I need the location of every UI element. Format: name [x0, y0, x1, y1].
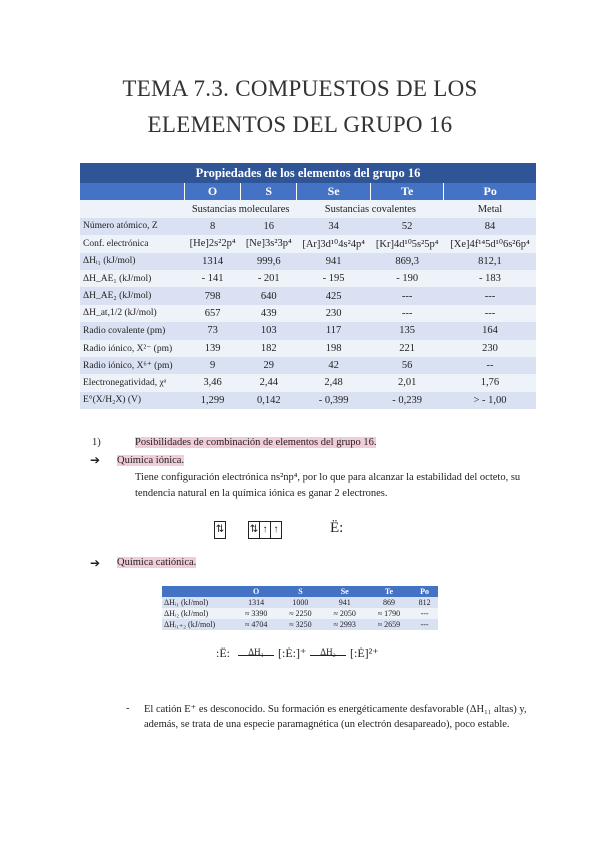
- row-label: ΔH_AE₁ (kJ/mol): [80, 270, 185, 287]
- table-cell: 42: [297, 357, 371, 374]
- table-cell: 812: [411, 597, 438, 608]
- bullet-line: además, se trata de una especie paramagnética (un electrón desapareado), poco estable.: [144, 719, 510, 730]
- section-heading: Posibilidades de combinación de elementos del grupo 16.: [135, 437, 377, 448]
- table-cell: 9: [185, 357, 241, 374]
- species-cation: [:Ė:]⁺: [278, 646, 307, 660]
- row-label: ΔHᵢ₁₊₂ (kJ/mol): [162, 619, 234, 630]
- table-caption: Propiedades de los elementos del grupo 16: [80, 163, 536, 183]
- table-cell: [He]2s²2p⁴: [185, 235, 241, 252]
- row-label: ΔHᵢ₂ (kJ/mol): [162, 608, 234, 619]
- species-dication: [:Ė]²⁺: [350, 646, 379, 660]
- table-row: [162, 608, 438, 619]
- table-row: [162, 597, 438, 608]
- section-number: 1): [92, 437, 101, 448]
- bullet-dash: -: [126, 703, 130, 714]
- table-cell: 2,44: [241, 374, 297, 391]
- table-row: [80, 287, 536, 304]
- lewis-structure: Ë:: [330, 520, 344, 536]
- table-header-element: S: [241, 183, 297, 200]
- table-cell: 439: [241, 305, 297, 322]
- table-cell: 1314: [234, 597, 278, 608]
- table-cell: 84: [444, 218, 536, 235]
- table-cell: ≈ 3250: [278, 619, 322, 630]
- table-cell: [Ar]3d¹⁰4s²4p⁴: [297, 235, 371, 252]
- table-cell: 1,299: [185, 392, 241, 409]
- type-metal: Metal: [444, 200, 536, 217]
- row-label: ΔHᵢ₁ (kJ/mol): [162, 597, 234, 608]
- table-cell: ---: [370, 305, 444, 322]
- table-cell: - 201: [241, 270, 297, 287]
- paragraph-line: tendencia natural en la química iónica es ganar 2 electrones.: [135, 488, 388, 499]
- table-cell: 3,46: [185, 374, 241, 391]
- page-title-line-2: ELEMENTOS DEL GRUPO 16: [147, 112, 453, 137]
- table-cell: 941: [323, 597, 367, 608]
- table-cell: ≈ 3390: [234, 608, 278, 619]
- table-cell: ---: [411, 608, 438, 619]
- row-label: Electronegatividad, χᵃ: [80, 374, 185, 391]
- table-cell: --: [444, 357, 536, 374]
- table-cell: 869,3: [370, 253, 444, 270]
- table-cell: 1000: [278, 597, 322, 608]
- table-cell: 16: [241, 218, 297, 235]
- table-row: [80, 305, 536, 322]
- table-cell: 139: [185, 340, 241, 357]
- table-cell: - 0,399: [297, 392, 371, 409]
- table-cell: 640: [241, 287, 297, 304]
- table-cell: 34: [297, 218, 371, 235]
- reaction-arrow-2: ΔH₂: [310, 647, 346, 656]
- table-cell: 941: [297, 253, 371, 270]
- table-cell: 812,1: [444, 253, 536, 270]
- table-cell: 230: [444, 340, 536, 357]
- table-cell: 103: [241, 322, 297, 339]
- subheading-ionic: Química iónica.: [117, 455, 185, 466]
- table-cell: ---: [444, 287, 536, 304]
- table-cell: 182: [241, 340, 297, 357]
- table-cell: ≈ 4704: [234, 619, 278, 630]
- table-cell: ---: [411, 619, 438, 630]
- table-cell: - 195: [297, 270, 371, 287]
- row-label: Número atómico, Z: [80, 218, 185, 235]
- orbital-arrow: ↑: [270, 522, 281, 538]
- table-row: [80, 270, 536, 287]
- row-label: Radio iónico, X⁶⁺ (pm): [80, 357, 185, 374]
- arrow-right-icon: ➔: [90, 556, 101, 570]
- table-header-element: Po: [444, 183, 536, 200]
- page-title-line-1: TEMA 7.3. COMPUESTOS DE LOS: [122, 76, 478, 101]
- table-cell: ---: [444, 305, 536, 322]
- orbital-arrow: ⇅: [249, 524, 259, 535]
- table-row: [80, 392, 536, 409]
- table-cell: 657: [185, 305, 241, 322]
- table-header-element: Se: [297, 183, 371, 200]
- table-cell: 869: [367, 597, 411, 608]
- table-header-element: Te: [367, 586, 411, 597]
- table-cell: - 0,239: [370, 392, 444, 409]
- table-cell: 164: [444, 322, 536, 339]
- paragraph-line: Tiene configuración electrónica ns²np⁴, por lo que para alcanzar la estabilidad del octeto, su: [135, 472, 521, 483]
- table-cell: 56: [370, 357, 444, 374]
- orbital-p-boxes: [248, 521, 282, 539]
- table-cell: ≈ 1790: [367, 608, 411, 619]
- table-cell: 0,142: [241, 392, 297, 409]
- table-cell: > - 1,00: [444, 392, 536, 409]
- table-cell: 135: [370, 322, 444, 339]
- table-cell: 8: [185, 218, 241, 235]
- table-cell: 1314: [185, 253, 241, 270]
- table-cell: 198: [297, 340, 371, 357]
- bullet-line: El catión E⁺ es desconocido. Su formación es energéticamente desfavorable (ΔH₁₁ altas) y,: [144, 704, 527, 715]
- row-label: ΔHᵢ₁ (kJ/mol): [80, 253, 185, 270]
- table-cell: ---: [370, 287, 444, 304]
- arrow-right-icon: ➔: [90, 453, 101, 467]
- table-header-element: O: [234, 586, 278, 597]
- table-row: [80, 374, 536, 391]
- table-header-element: Se: [323, 586, 367, 597]
- subheading-cationic: Química catiónica.: [117, 557, 197, 568]
- row-label: Conf. electrónica: [80, 235, 185, 252]
- table-header-element: O: [185, 183, 241, 200]
- table-cell: [Ne]3s²3p⁴: [241, 235, 297, 252]
- table-header-element: Po: [411, 586, 438, 597]
- table-cell: 2,01: [370, 374, 444, 391]
- type-covalent: Sustancias covalentes: [297, 200, 444, 217]
- properties-table: [80, 163, 536, 409]
- table-cell: 798: [185, 287, 241, 304]
- table-cell: [80, 200, 185, 217]
- ionization-table: [162, 586, 438, 630]
- table-row: [162, 619, 438, 630]
- table-cell: - 190: [370, 270, 444, 287]
- orbital-s-box: [214, 521, 226, 539]
- row-label: Radio covalente (pm): [80, 322, 185, 339]
- table-cell: ≈ 2250: [278, 608, 322, 619]
- table-cell: 73: [185, 322, 241, 339]
- table-header-blank: [162, 586, 234, 597]
- table-cell: 221: [370, 340, 444, 357]
- row-label: ΔH_at,1/2 (kJ/mol): [80, 305, 185, 322]
- table-row: [80, 235, 536, 252]
- table-cell: 52: [370, 218, 444, 235]
- table-header-blank: [80, 183, 185, 200]
- table-row: [80, 253, 536, 270]
- table-row: [80, 218, 536, 235]
- table-row: [80, 340, 536, 357]
- reaction-arrow-1: ΔH₁: [238, 647, 274, 656]
- row-label: ΔH_AE₂ (kJ/mol): [80, 287, 185, 304]
- table-cell: ≈ 2993: [323, 619, 367, 630]
- table-cell: 999,6: [241, 253, 297, 270]
- table-cell: 29: [241, 357, 297, 374]
- table-cell: ≈ 2659: [367, 619, 411, 630]
- table-cell: 425: [297, 287, 371, 304]
- table-cell: 2,48: [297, 374, 371, 391]
- table-cell: [Kr]4d¹⁰5s²5p⁴: [370, 235, 444, 252]
- table-header-element: S: [278, 586, 322, 597]
- row-label: Radio iónico, X²⁻ (pm): [80, 340, 185, 357]
- orbital-arrow: ⇅: [215, 524, 225, 535]
- table-row: [80, 357, 536, 374]
- table-row: [80, 322, 536, 339]
- table-cell: 230: [297, 305, 371, 322]
- table-cell: - 141: [185, 270, 241, 287]
- table-cell: 1,76: [444, 374, 536, 391]
- table-cell: 117: [297, 322, 371, 339]
- table-cell: - 183: [444, 270, 536, 287]
- row-label: E°(X/H₂X) (V): [80, 392, 185, 409]
- species-neutral: :Ë:: [216, 646, 230, 660]
- table-cell: [Xe]4f¹⁴5d¹⁰6s²6p⁴: [444, 235, 536, 252]
- orbital-arrow: ↑: [259, 522, 270, 538]
- table-cell: ≈ 2050: [323, 608, 367, 619]
- type-molecular: Sustancias moleculares: [185, 200, 297, 217]
- table-header-element: Te: [370, 183, 444, 200]
